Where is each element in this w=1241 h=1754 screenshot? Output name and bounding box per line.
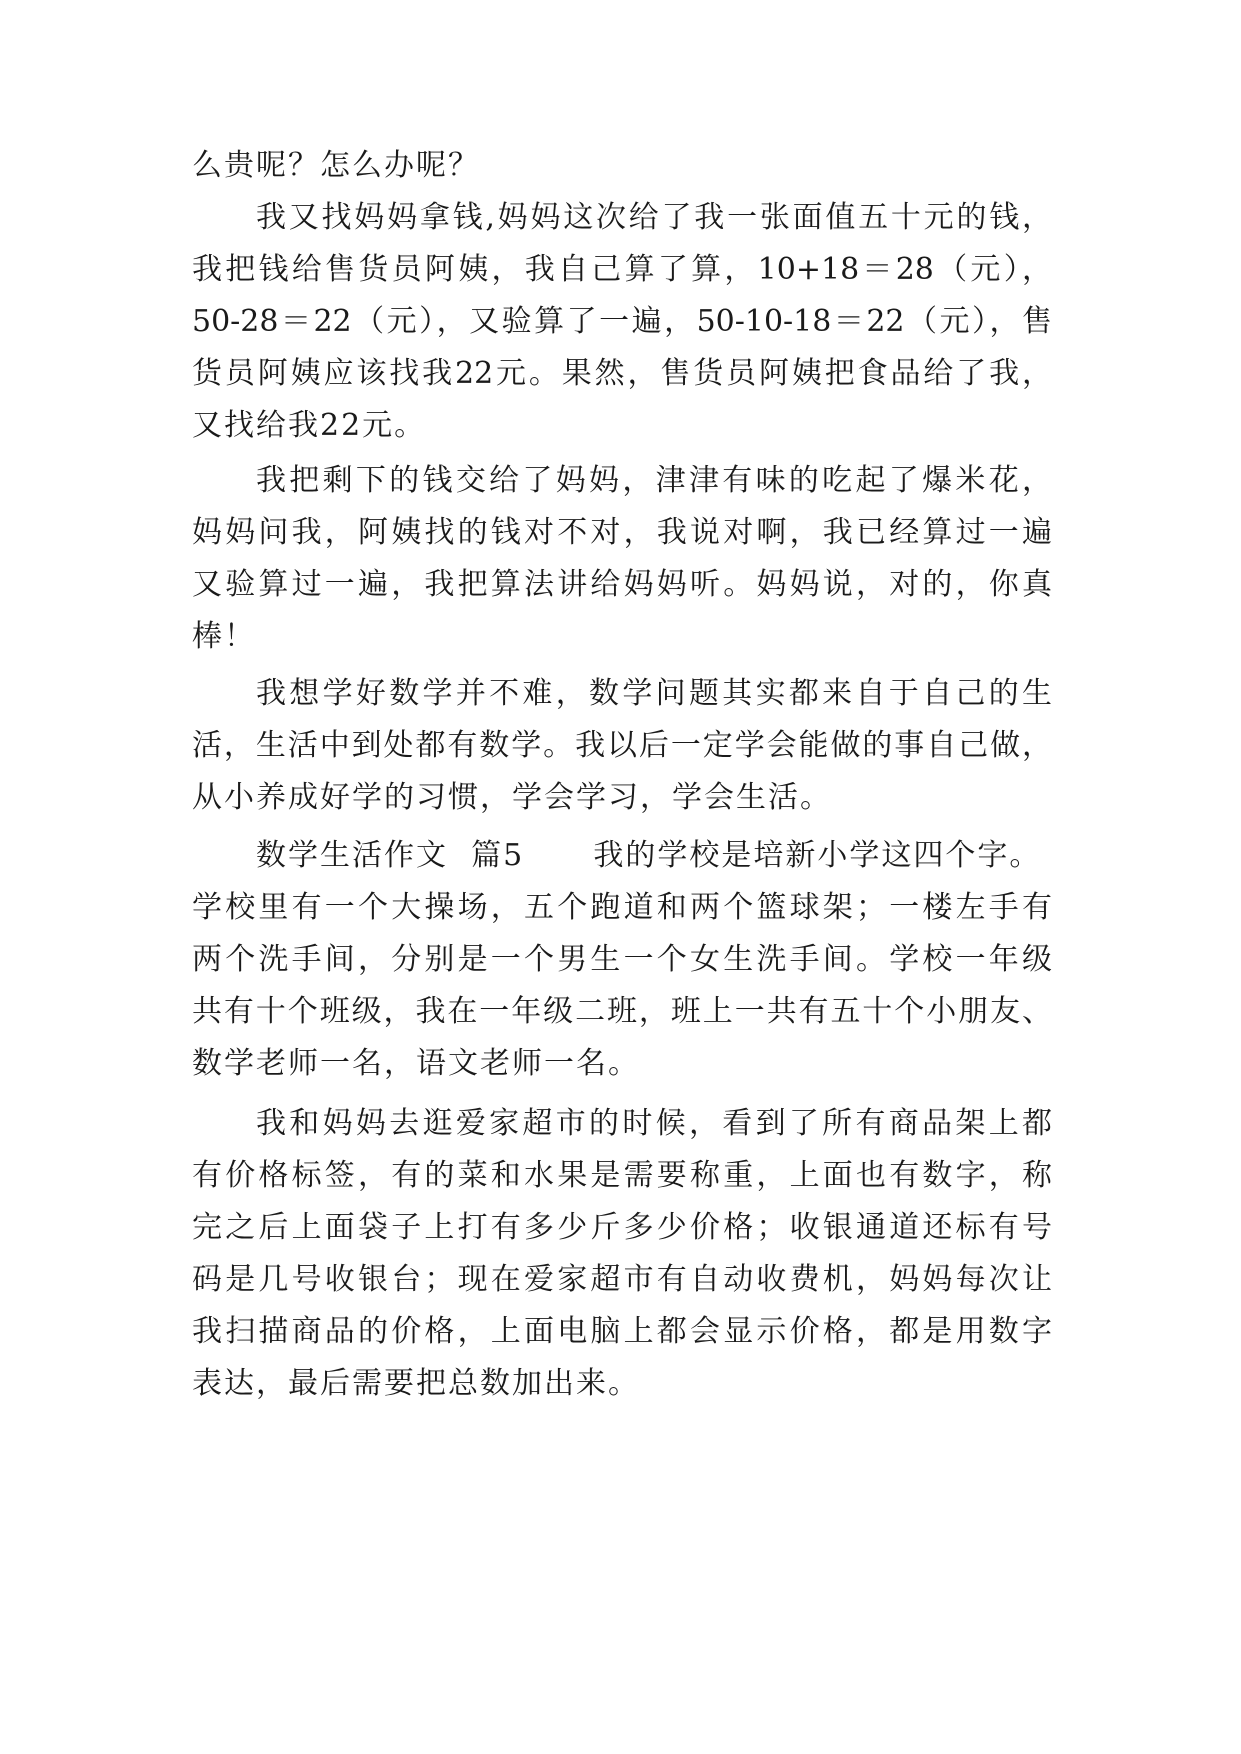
text-line-8: 妈妈问我，阿姨找的钱对不对，我说对啊，我已经算过一遍	[192, 515, 1052, 550]
text-line-17: 共有十个班级，我在一年级二班，班上一共有五十个小朋友、	[192, 994, 1052, 1029]
text-line-3: 我把钱给售货员阿姨，我自己算了算，10+18＝28（元），	[192, 252, 1052, 287]
text-line-6: 又找给我22元。	[192, 408, 427, 443]
text-line-1: 么贵呢？怎么办呢？	[192, 148, 480, 183]
text-line-21: 完之后上面袋子上打有多少斤多少价格；收银通道还标有号	[192, 1210, 1052, 1245]
text-line-5: 货员阿姨应该找我22元。果然，售货员阿姨把食品给了我，	[192, 356, 1052, 391]
text-line-14: 数学生活作文 篇5 我的学校是培新小学这四个字。	[256, 838, 1042, 873]
text-line-12: 活，生活中到处都有数学。我以后一定学会能做的事自己做，	[192, 728, 1052, 763]
text-line-23: 我扫描商品的价格，上面电脑上都会显示价格，都是用数字	[192, 1314, 1052, 1349]
text-line-7: 我把剩下的钱交给了妈妈，津津有味的吃起了爆米花，	[256, 463, 1052, 498]
text-line-19: 我和妈妈去逛爱家超市的时候，看到了所有商品架上都	[256, 1106, 1052, 1141]
text-line-22: 码是几号收银台；现在爱家超市有自动收费机，妈妈每次让	[192, 1262, 1052, 1297]
text-line-11: 我想学好数学并不难，数学问题其实都来自于自己的生	[256, 676, 1052, 711]
text-line-4: 50-28＝22（元），又验算了一遍，50-10-18＝22（元），售	[192, 304, 1052, 339]
text-line-10: 棒！	[192, 619, 256, 654]
text-line-9: 又验算过一遍，我把算法讲给妈妈听。妈妈说，对的，你真	[192, 567, 1052, 602]
text-line-16: 两个洗手间，分别是一个男生一个女生洗手间。学校一年级	[192, 942, 1052, 977]
text-line-24: 表达，最后需要把总数加出来。	[192, 1366, 640, 1401]
text-line-18: 数学老师一名，语文老师一名。	[192, 1046, 640, 1081]
text-line-20: 有价格标签，有的菜和水果是需要称重，上面也有数字，称	[192, 1158, 1052, 1193]
text-line-15: 学校里有一个大操场，五个跑道和两个篮球架；一楼左手有	[192, 890, 1052, 925]
text-line-2: 我又找妈妈拿钱,妈妈这次给了我一张面值五十元的钱，	[256, 200, 1052, 235]
text-line-13: 从小养成好学的习惯，学会学习，学会生活。	[192, 780, 832, 815]
